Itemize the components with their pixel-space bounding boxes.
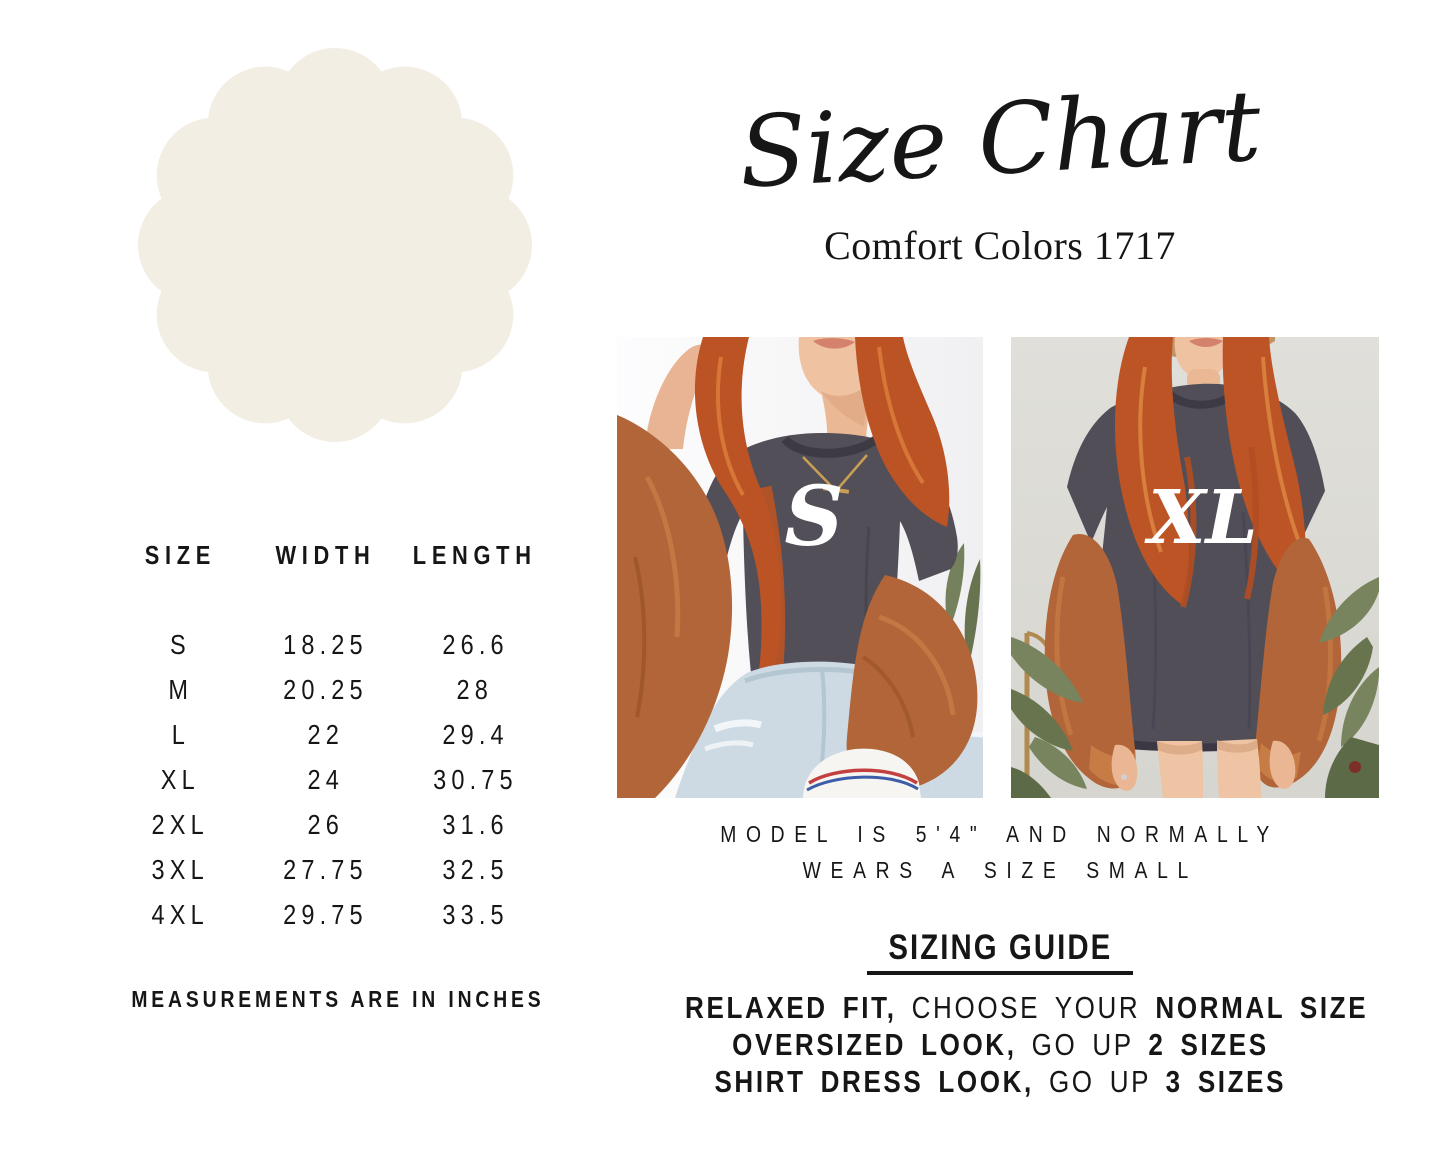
cell-length: 32.5 (441, 854, 509, 885)
table-row (110, 802, 550, 847)
cell-size: 2XL (151, 809, 210, 840)
table-row (110, 892, 550, 937)
cell-length: 31.6 (441, 809, 509, 840)
model-note-line1: MODEL IS 5'4" AND NORMALLY (720, 821, 1280, 847)
size-label-s: S (784, 469, 844, 565)
cell-width: 22 (307, 719, 344, 750)
cell-size: L (171, 719, 190, 750)
sizing-guide-lines (620, 989, 1380, 1100)
cell-size: XL (160, 764, 200, 795)
header-width: WIDTH (275, 540, 376, 570)
header-length: LENGTH (413, 540, 538, 570)
cell-width: 24 (307, 764, 344, 795)
sizing-guide-heading: SIZING GUIDE (867, 928, 1134, 975)
cell-size: 4XL (151, 899, 210, 930)
table-row (110, 622, 550, 667)
cell-size: S (169, 629, 191, 660)
cell-length: 26.6 (441, 629, 509, 660)
size-table-body (110, 622, 550, 937)
header-size: SIZE (144, 540, 217, 570)
cell-width: 27.75 (283, 854, 368, 885)
table-row (110, 667, 550, 712)
guide-line-oversized: OVERSIZED LOOK, GO UP 2 SIZES (731, 1027, 1269, 1062)
photo-model-size-s (617, 337, 983, 798)
cell-length: 30.75 (432, 764, 518, 795)
guide-line-relaxed: RELAXED FIT, CHOOSE YOUR NORMAL SIZE (685, 990, 1369, 1025)
cell-width: 20.25 (283, 674, 368, 705)
guide-line-shirt-dress: SHIRT DRESS LOOK, GO UP 3 SIZES (714, 1064, 1286, 1099)
size-table (110, 538, 550, 937)
cell-size: M (168, 674, 193, 705)
scallop-badge-icon (138, 48, 532, 442)
measurements-note: MEASUREMENTS ARE IN INCHES (131, 986, 545, 1012)
cell-length: 29.4 (441, 719, 509, 750)
cell-width: 26 (307, 809, 344, 840)
page-title: Size Chart (736, 69, 1264, 211)
page-subtitle: Comfort Colors 1717 (824, 223, 1176, 268)
cell-length: 28 (456, 674, 494, 705)
model-note-line2: WEARS A SIZE SMALL (802, 857, 1198, 883)
table-row (110, 847, 550, 892)
cell-width: 29.75 (283, 899, 368, 930)
size-table-header (110, 538, 550, 572)
cell-length: 33.5 (441, 899, 509, 930)
table-row (110, 757, 550, 802)
photo-model-size-xl (1011, 337, 1379, 798)
model-note (620, 816, 1380, 888)
table-row (110, 712, 550, 757)
sizing-guide (620, 928, 1380, 1100)
cell-size: 3XL (151, 854, 210, 885)
size-label-xl: XL (1148, 475, 1258, 561)
cell-width: 18.25 (283, 629, 368, 660)
